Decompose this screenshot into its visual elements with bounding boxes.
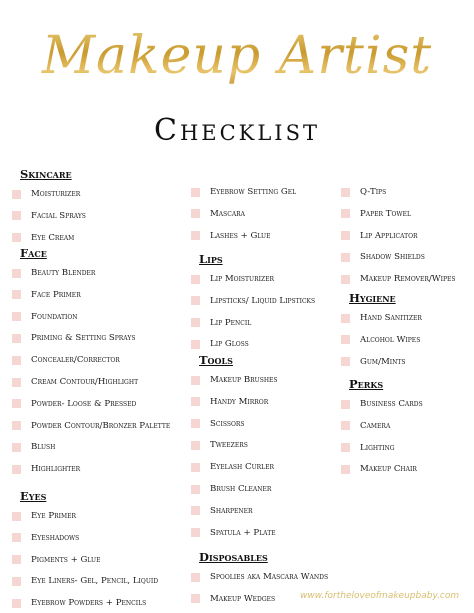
checkbox[interactable] — [12, 356, 21, 365]
checklist-item[interactable] — [341, 185, 386, 199]
section-heading-perks: Perks — [349, 377, 384, 391]
checkbox[interactable] — [191, 506, 200, 515]
checklist-item-label: Eyeshadows — [31, 532, 80, 543]
checklist-item-label: Eyebrow Setting Gel — [210, 187, 297, 197]
checklist-item[interactable] — [191, 229, 271, 243]
checklist-item-label: Face Primer — [31, 289, 81, 300]
section-heading-skincare: Skincare — [20, 167, 72, 181]
checklist-item-label: Brush Cleaner — [210, 484, 272, 494]
checklist-item-label: Powder- Loose & Pressed — [31, 398, 137, 409]
checklist-item[interactable] — [12, 353, 120, 367]
checklist-item[interactable] — [12, 419, 170, 433]
checklist-item[interactable] — [12, 209, 86, 223]
checklist-item[interactable] — [341, 419, 390, 433]
checklist-item-label: Priming & Setting Sprays — [31, 333, 136, 344]
checkbox[interactable] — [12, 290, 21, 299]
checkbox[interactable] — [341, 357, 350, 366]
checklist-item[interactable] — [12, 231, 74, 245]
page-title: Makeup Artist — [0, 18, 474, 94]
checklist-item-label: Eyebrow Powders + Pencils — [31, 598, 147, 609]
checkbox[interactable] — [191, 231, 200, 240]
checklist-item-label: Facial Sprays — [31, 210, 86, 221]
checklist-item[interactable] — [191, 417, 245, 431]
checklist-item-label: Lighting — [360, 442, 395, 453]
checklist-item[interactable] — [12, 574, 158, 588]
checklist-item[interactable] — [12, 596, 146, 610]
checklist-item[interactable] — [341, 355, 406, 369]
checklist-item-label: Scissors — [210, 418, 245, 429]
checkbox[interactable] — [12, 399, 21, 408]
checkbox[interactable] — [191, 594, 200, 603]
checkbox[interactable] — [12, 233, 21, 242]
checklist-item[interactable] — [12, 288, 81, 302]
checklist-item[interactable] — [191, 526, 276, 540]
checkbox[interactable] — [191, 485, 200, 494]
checklist-item-label: Q-Tips — [360, 187, 387, 197]
checklist-item[interactable] — [191, 482, 271, 496]
checklist-item-label: Pigments + Glue — [31, 554, 101, 565]
checklist-item[interactable] — [12, 375, 138, 389]
checklist-item-label: Makeup Wedges — [210, 593, 276, 604]
checklist-item[interactable] — [341, 397, 423, 411]
checklist-item[interactable] — [341, 250, 425, 264]
checkbox[interactable] — [191, 376, 200, 385]
checklist-item-label: Spatula + Plate — [210, 527, 276, 538]
checklist-item[interactable] — [12, 462, 80, 476]
checkbox[interactable] — [12, 211, 21, 220]
checklist-item[interactable] — [341, 272, 455, 286]
checkbox[interactable] — [341, 335, 350, 344]
checklist-item[interactable] — [341, 441, 395, 455]
checkbox[interactable] — [191, 463, 200, 472]
checklist-item[interactable] — [191, 272, 274, 286]
checklist-item[interactable] — [12, 266, 95, 280]
checklist-item-label: Handy Mirror — [210, 396, 269, 407]
section-heading-disposables: Disposables — [199, 550, 268, 564]
checkbox[interactable] — [341, 253, 350, 262]
checklist-item[interactable] — [191, 373, 278, 387]
checklist-item[interactable] — [12, 553, 100, 567]
checklist-item-label: Lipsticks/ Liquid Lipsticks — [210, 295, 316, 306]
checklist-item[interactable] — [191, 185, 296, 199]
checkbox[interactable] — [12, 533, 21, 542]
section-heading-face: Face — [20, 246, 47, 260]
checkbox[interactable] — [12, 443, 21, 452]
checklist-item[interactable] — [191, 460, 274, 474]
checkbox[interactable] — [191, 209, 200, 218]
checkbox[interactable] — [12, 334, 21, 343]
checklist-item-label: Cream Contour/Highlight — [31, 377, 139, 387]
checklist-item-label: Makeup Remover/Wipes — [360, 274, 456, 285]
checklist-item-label: Gum/Mints — [360, 356, 406, 367]
checklist-item-label: Blush — [31, 442, 56, 453]
section-heading-hygiene: Hygiene — [349, 291, 396, 305]
checkbox[interactable] — [12, 190, 21, 199]
checklist-item-label: Beauty Blender — [31, 268, 96, 278]
checkbox[interactable] — [12, 378, 21, 387]
checklist-item[interactable] — [191, 592, 275, 606]
checkbox[interactable] — [341, 314, 350, 323]
checklist-item-label: Shadow Shields — [360, 252, 425, 263]
checklist-item-label: Paper Towel — [360, 208, 411, 219]
checklist-item-label: Eye Cream — [31, 232, 75, 243]
checklist-item-label: Eye Primer — [31, 511, 77, 521]
checklist-item[interactable] — [341, 333, 420, 347]
checklist-item[interactable] — [12, 440, 55, 454]
checkbox[interactable] — [191, 528, 200, 537]
checklist-item-label: Lip Pencil — [210, 317, 252, 328]
checklist-item-label: Mascara — [210, 208, 246, 219]
checkbox[interactable] — [341, 443, 350, 452]
checkbox[interactable] — [12, 269, 21, 278]
checklist-item-label: Business Cards — [360, 399, 423, 409]
checkbox[interactable] — [191, 275, 200, 284]
checkbox[interactable] — [191, 340, 200, 349]
checkbox[interactable] — [12, 465, 21, 474]
checkbox[interactable] — [12, 512, 21, 521]
checkbox[interactable] — [12, 421, 21, 430]
checkbox[interactable] — [341, 231, 350, 240]
checklist-item-label: Lip Gloss — [210, 339, 249, 350]
checkbox[interactable] — [191, 188, 200, 197]
checklist-item[interactable] — [191, 395, 268, 409]
section-heading-lips: Lips — [199, 252, 223, 266]
checklist-item-label: Makeup Brushes — [210, 375, 278, 385]
checklist-item-label: Moisturizer — [31, 189, 81, 199]
checklist-item[interactable] — [341, 229, 418, 243]
checklist-item[interactable] — [12, 187, 80, 201]
checkbox[interactable] — [341, 465, 350, 474]
section-heading-eyes: Eyes — [20, 489, 47, 503]
checklist-item[interactable] — [191, 294, 315, 308]
checkbox[interactable] — [191, 441, 200, 450]
checklist-item[interactable] — [191, 438, 248, 452]
checkbox[interactable] — [341, 275, 350, 284]
checkbox[interactable] — [341, 421, 350, 430]
checklist-item-label: Alcohol Wipes — [360, 334, 421, 345]
page-subtitle: Checklist — [154, 113, 320, 148]
checklist-item[interactable] — [12, 531, 79, 545]
checklist-item-label: Spoolies aka Mascara Wands — [210, 572, 329, 582]
checklist-item[interactable] — [191, 570, 328, 584]
checklist-item-label: Eyelash Curler — [210, 462, 275, 473]
checklist-item[interactable] — [12, 310, 78, 324]
checkbox[interactable] — [12, 577, 21, 586]
checkbox[interactable] — [191, 296, 200, 305]
checkbox[interactable] — [191, 397, 200, 406]
checklist-item-label: Highlighter — [31, 464, 81, 475]
checkbox[interactable] — [191, 573, 200, 582]
checklist-item[interactable] — [341, 311, 422, 325]
checklist-item-label: Tweezers — [210, 440, 248, 451]
checklist-item[interactable] — [12, 509, 76, 523]
section-heading-tools: Tools — [199, 353, 233, 367]
checkbox[interactable] — [12, 599, 21, 608]
checkbox[interactable] — [191, 318, 200, 327]
checklist-item[interactable] — [191, 337, 249, 351]
checkbox[interactable] — [341, 188, 350, 197]
checkbox[interactable] — [12, 312, 21, 321]
checkbox[interactable] — [191, 419, 200, 428]
checklist-item[interactable] — [12, 331, 135, 345]
checklist-item[interactable] — [12, 397, 136, 411]
checklist-item-label: Foundation — [31, 311, 78, 322]
checkbox[interactable] — [341, 209, 350, 218]
checklist-item[interactable] — [341, 462, 417, 476]
checklist-item[interactable] — [191, 316, 251, 330]
checklist-item-label: Lashes + Glue — [210, 230, 271, 241]
checkbox[interactable] — [12, 555, 21, 564]
checklist-item[interactable] — [191, 504, 253, 518]
checklist-item[interactable] — [191, 207, 245, 221]
checklist-item-label: Lip Applicator — [360, 230, 418, 241]
checklist-item-label: Powder Contour/Bronzer Palette — [31, 420, 171, 431]
checkbox[interactable] — [341, 400, 350, 409]
checklist-item-label: Camera — [360, 420, 391, 431]
footer-credit: www.fortheloveofmakeupbaby.com — [300, 591, 460, 601]
checklist-item-label: Eye Liners- Gel, Pencil, Liquid — [31, 576, 159, 587]
checklist-item-label: Sharpener — [210, 505, 253, 516]
checklist-item[interactable] — [341, 207, 411, 221]
checklist-item-label: Lip Moisturizer — [210, 274, 275, 284]
checklist-item-label: Makeup Chair — [360, 464, 417, 475]
checklist-item-label: Hand Sanitizer — [360, 313, 422, 323]
checklist-item-label: Concealer/Corrector — [31, 355, 120, 366]
